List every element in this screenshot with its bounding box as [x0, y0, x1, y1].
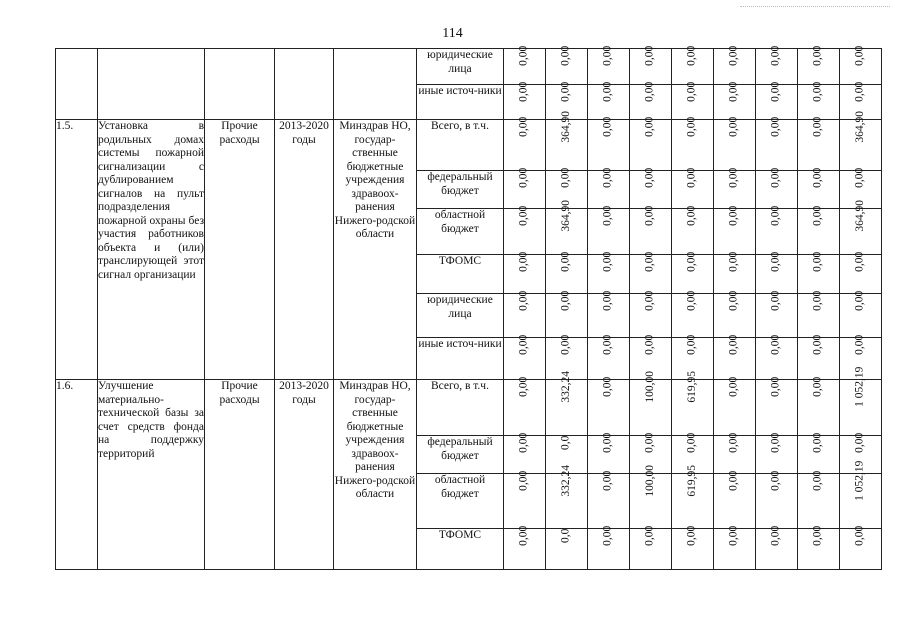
value-cell [630, 370, 672, 436]
value-cell [798, 251, 840, 294]
value-cell [840, 366, 882, 436]
value-text: 0,00 [853, 432, 866, 453]
value-cell [672, 525, 714, 570]
item-name: Улучшение материально-технической базы за счет средств фонда на поддержку территорий [98, 380, 205, 570]
value-text: 0,00 [601, 470, 614, 491]
top-dotted-line [740, 6, 890, 7]
value-text: 0,00 [643, 205, 656, 226]
value-text: 100,00 [643, 464, 656, 497]
value-cell [630, 45, 672, 85]
value-cell [630, 251, 672, 294]
value-cell [798, 205, 840, 255]
value-text: 0,00 [769, 45, 782, 66]
source-cell: федеральный бюджет [417, 436, 504, 474]
value-cell [798, 167, 840, 209]
value-text: 0,00 [769, 470, 782, 491]
value-cell [840, 460, 882, 529]
value-text: 0,00 [811, 116, 824, 137]
value-cell [504, 432, 546, 474]
value-cell [672, 167, 714, 209]
value-cell [588, 167, 630, 209]
value-cell [588, 116, 630, 171]
value-cell [714, 470, 756, 529]
value-text: 0,00 [601, 334, 614, 355]
value-cell [714, 432, 756, 474]
value-text: 0,00 [685, 45, 698, 66]
item-period: 2013-2020 годы [275, 380, 334, 570]
value-text: 1 052,19 [853, 366, 866, 407]
value-text: 0,00 [811, 81, 824, 102]
value-cell [840, 45, 882, 85]
value-cell [672, 370, 714, 436]
value-text: 0,00 [769, 290, 782, 311]
value-text: 0,00 [685, 432, 698, 453]
value-cell [840, 110, 882, 171]
value-cell [756, 205, 798, 255]
value-text: 0,00 [517, 81, 530, 102]
value-cell [672, 464, 714, 529]
value-text: 0,00 [727, 45, 740, 66]
value-cell [840, 199, 882, 255]
value-text: 0,00 [517, 205, 530, 226]
source-cell: ТФОМС [417, 529, 504, 570]
value-cell [798, 116, 840, 171]
value-cell [798, 376, 840, 436]
value-text: 0,00 [601, 251, 614, 272]
value-text: 0,00 [727, 167, 740, 188]
value-text: 0,00 [643, 290, 656, 311]
source-cell: областной бюджет [417, 474, 504, 529]
source-cell: юридические лица [417, 49, 504, 85]
value-cell [798, 290, 840, 338]
value-cell [504, 205, 546, 255]
value-text: 0,00 [769, 334, 782, 355]
value-text: 0,00 [643, 432, 656, 453]
source-cell: Всего, в т.ч. [417, 380, 504, 436]
value-text: 0,00 [769, 205, 782, 226]
value-text: 0,00 [811, 167, 824, 188]
value-text: 619,95 [685, 370, 698, 403]
value-text: 0,00 [727, 334, 740, 355]
value-cell [630, 464, 672, 529]
value-text: 0,00 [811, 525, 824, 546]
value-cell [588, 432, 630, 474]
value-cell [756, 376, 798, 436]
value-cell [714, 290, 756, 338]
item-expense-type: Прочие расходы [205, 120, 275, 380]
value-text: 0,00 [517, 45, 530, 66]
value-text: 0,00 [601, 116, 614, 137]
value-cell [672, 81, 714, 120]
source-cell: иные источ-ники [417, 85, 504, 120]
index-cell [56, 49, 98, 120]
value-text: 0,00 [853, 45, 866, 66]
value-text: 0,00 [727, 116, 740, 137]
value-text: 0,00 [853, 290, 866, 311]
value-text: 0,00 [601, 376, 614, 397]
value-cell [504, 470, 546, 529]
value-cell [756, 525, 798, 570]
value-text: 0,00 [853, 81, 866, 102]
value-text: 0,00 [601, 525, 614, 546]
value-text: 0,00 [685, 81, 698, 102]
source-cell: юридические лица [417, 294, 504, 338]
value-text: 0,00 [769, 81, 782, 102]
value-cell [630, 81, 672, 120]
budget-table [55, 45, 882, 570]
value-cell [504, 290, 546, 338]
value-text: 1 052,19 [853, 460, 866, 501]
value-cell [630, 290, 672, 338]
value-cell [504, 251, 546, 294]
value-cell [504, 334, 546, 380]
item-period: 2013-2020 годы [275, 120, 334, 380]
value-text: 0,00 [643, 167, 656, 188]
value-text: 0,00 [727, 205, 740, 226]
item-executor: Минздрав НО, государ-ственные бюджетные учреждения здравоох-ранения Нижего-родской области [334, 380, 417, 570]
value-text: 0,00 [727, 525, 740, 546]
value-cell [840, 251, 882, 294]
value-cell [504, 525, 546, 570]
value-text: 0,00 [559, 45, 572, 66]
value-cell [840, 290, 882, 338]
value-cell [798, 334, 840, 380]
value-text: 0,00 [643, 251, 656, 272]
value-cell [504, 116, 546, 171]
executor-cell [334, 49, 417, 120]
value-cell [588, 376, 630, 436]
value-text: 0,00 [685, 251, 698, 272]
item-name: Установка в родильных домах системы пожарной сигнализации с дублированием сигналов на пульт подразделения пожарной охраны без участия работников объекта и (или) транслирующей этот сигнал организации [98, 120, 205, 380]
type-cell [205, 49, 275, 120]
value-cell [714, 116, 756, 171]
value-text: 0,00 [811, 376, 824, 397]
value-cell [672, 116, 714, 171]
value-cell [546, 370, 588, 436]
value-cell [630, 167, 672, 209]
value-text: 0,00 [559, 334, 572, 355]
value-cell [714, 334, 756, 380]
value-cell [546, 464, 588, 529]
page-number: 114 [442, 26, 463, 41]
value-cell [672, 290, 714, 338]
value-cell [756, 334, 798, 380]
value-text: 0,00 [769, 525, 782, 546]
value-cell [714, 251, 756, 294]
value-text: 0,00 [517, 432, 530, 453]
value-text: 0,00 [517, 525, 530, 546]
value-text: 0,00 [727, 376, 740, 397]
value-text: 0,00 [517, 470, 530, 491]
value-cell [546, 290, 588, 338]
value-text: 0,00 [601, 45, 614, 66]
value-cell [756, 45, 798, 85]
value-cell [588, 45, 630, 85]
value-text: 0,00 [811, 470, 824, 491]
value-cell [588, 81, 630, 120]
value-text: 0,00 [643, 116, 656, 137]
value-text: 0,00 [811, 45, 824, 66]
value-cell [546, 45, 588, 85]
value-text: 0,00 [685, 167, 698, 188]
value-cell [630, 116, 672, 171]
value-cell [756, 81, 798, 120]
value-cell [588, 205, 630, 255]
value-cell [588, 334, 630, 380]
value-cell [504, 45, 546, 85]
value-cell [546, 110, 588, 171]
source-cell: ТФОМС [417, 255, 504, 294]
value-cell [672, 251, 714, 294]
value-cell [714, 525, 756, 570]
value-cell [504, 81, 546, 120]
table-row [56, 380, 882, 436]
table-row [56, 120, 882, 171]
item-index: 1.6. [56, 380, 98, 570]
table-row [56, 49, 882, 85]
value-text: 0,00 [685, 205, 698, 226]
value-cell [798, 45, 840, 85]
period-cell [275, 49, 334, 120]
value-cell [714, 376, 756, 436]
value-text: 0,00 [517, 167, 530, 188]
value-text: 0,00 [559, 290, 572, 311]
value-text: 0,00 [517, 251, 530, 272]
value-text: 0,00 [601, 205, 614, 226]
value-text: 0,00 [769, 376, 782, 397]
value-cell [714, 81, 756, 120]
value-text: 0,00 [811, 251, 824, 272]
value-text: 0,00 [643, 81, 656, 102]
value-cell [840, 525, 882, 570]
value-cell [798, 470, 840, 529]
value-text: 364,90 [853, 199, 866, 232]
value-text: 0,00 [853, 251, 866, 272]
value-text: 0,00 [685, 334, 698, 355]
value-text: 0,00 [685, 116, 698, 137]
value-text: 0,00 [517, 116, 530, 137]
value-text: 100,00 [643, 370, 656, 403]
value-cell [672, 205, 714, 255]
source-cell: федеральный бюджет [417, 171, 504, 209]
value-text: 0,00 [769, 432, 782, 453]
value-cell [630, 205, 672, 255]
value-text: 0,00 [769, 251, 782, 272]
value-text: 0,00 [727, 81, 740, 102]
value-cell [756, 432, 798, 474]
value-cell [798, 81, 840, 120]
value-text: 0,00 [727, 251, 740, 272]
value-cell [546, 529, 588, 570]
source-cell: областной бюджет [417, 209, 504, 255]
value-text: 0,00 [559, 251, 572, 272]
value-text: 364,90 [853, 110, 866, 143]
value-cell [588, 525, 630, 570]
value-cell [756, 167, 798, 209]
value-text: 0,00 [727, 470, 740, 491]
value-text: 0,00 [811, 432, 824, 453]
value-text: 0,0 [559, 528, 572, 543]
value-cell [714, 45, 756, 85]
value-text: 0,00 [643, 45, 656, 66]
value-text: 0,0 [559, 435, 572, 450]
value-text: 332,24 [559, 370, 572, 403]
value-cell [588, 470, 630, 529]
value-cell [672, 45, 714, 85]
value-text: 0,00 [853, 525, 866, 546]
value-cell [504, 167, 546, 209]
value-text: 332,24 [559, 464, 572, 497]
value-cell [504, 376, 546, 436]
value-cell [756, 251, 798, 294]
value-text: 0,00 [685, 290, 698, 311]
value-text: 0,00 [685, 525, 698, 546]
value-text: 0,00 [853, 167, 866, 188]
value-text: 0,00 [559, 81, 572, 102]
value-text: 364,90 [559, 199, 572, 232]
item-expense-type: Прочие расходы [205, 380, 275, 570]
value-text: 0,00 [811, 290, 824, 311]
value-cell [546, 199, 588, 255]
name-cell [98, 49, 205, 120]
value-cell [630, 525, 672, 570]
value-cell [798, 432, 840, 474]
value-text: 0,00 [601, 290, 614, 311]
value-text: 0,00 [517, 376, 530, 397]
value-text: 0,00 [727, 290, 740, 311]
value-text: 0,00 [601, 81, 614, 102]
value-cell [798, 525, 840, 570]
value-text: 0,00 [811, 334, 824, 355]
item-index: 1.5. [56, 120, 98, 380]
value-cell [714, 205, 756, 255]
value-text: 0,00 [643, 525, 656, 546]
value-text: 0,00 [811, 205, 824, 226]
value-text: 0,00 [601, 167, 614, 188]
value-text: 0,00 [643, 334, 656, 355]
value-cell [714, 167, 756, 209]
value-text: 619,95 [685, 464, 698, 497]
value-cell [756, 470, 798, 529]
value-text: 0,00 [853, 334, 866, 355]
value-text: 0,00 [601, 432, 614, 453]
value-cell [588, 290, 630, 338]
source-cell: иные источ-ники [417, 338, 504, 380]
value-text: 0,00 [769, 167, 782, 188]
value-text: 0,00 [727, 432, 740, 453]
value-text: 0,00 [517, 334, 530, 355]
value-text: 364,90 [559, 110, 572, 143]
value-cell [546, 251, 588, 294]
value-text: 0,00 [769, 116, 782, 137]
value-cell [756, 116, 798, 171]
source-cell: Всего, в т.ч. [417, 120, 504, 171]
value-text: 0,00 [517, 290, 530, 311]
value-cell [588, 251, 630, 294]
item-executor: Минздрав НО, государ-ственные бюджетные учреждения здравоох-ранения Нижего-родской области [334, 120, 417, 380]
value-cell [756, 290, 798, 338]
value-text: 0,00 [559, 167, 572, 188]
